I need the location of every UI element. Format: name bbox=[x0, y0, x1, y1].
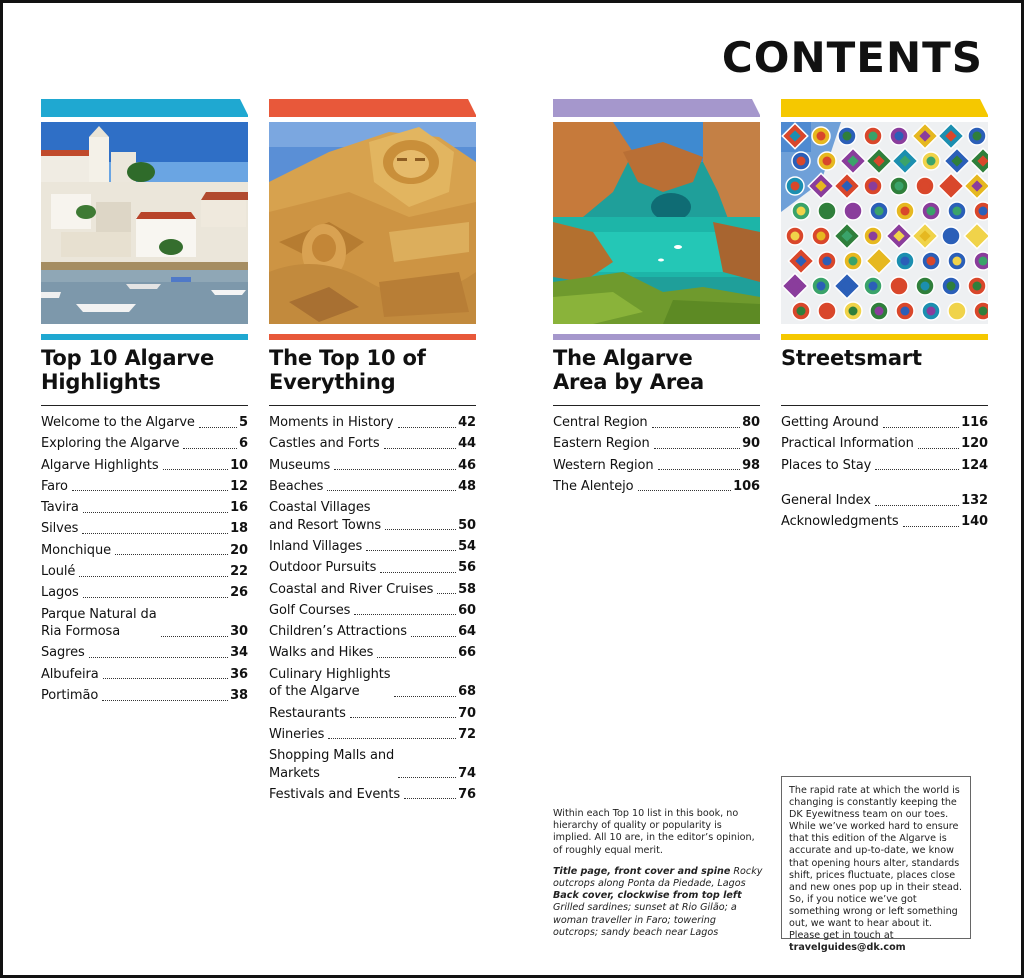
toc-list bbox=[269, 414, 476, 803]
toc-entry[interactable]: Portimão 38 bbox=[41, 688, 248, 704]
toc-entry[interactable]: Albufeira 36 bbox=[41, 666, 248, 682]
toc-entry[interactable]: Golf Courses 60 bbox=[269, 602, 476, 618]
toc-entry[interactable]: Algarve Highlights 10 bbox=[41, 457, 248, 473]
hierarchy-text: Within each Top 10 list in this book, no hierarchy of quality or popularity is implied. All 10 are, in the editor’s opinion, of roughly equal merit. bbox=[553, 808, 755, 856]
title-page-label: Title page, front cover and spine bbox=[553, 865, 731, 877]
toc-entry[interactable]: Welcome to the Algarve 5 bbox=[41, 415, 248, 430]
section-color-tab bbox=[553, 99, 760, 117]
feedback-email-link[interactable]: travelguides@dk.com bbox=[789, 942, 906, 954]
section-color-tab bbox=[41, 99, 248, 117]
section-heading: Streetsmart bbox=[781, 346, 922, 370]
toc-entry[interactable]: Lagos 26 bbox=[41, 585, 248, 601]
toc-entry[interactable]: Castles and Forts 44 bbox=[269, 436, 476, 452]
section-color-tab bbox=[269, 99, 476, 117]
toc-entry[interactable]: General Index 132 bbox=[781, 493, 988, 509]
toc-entry[interactable]: Festivals and Events 76 bbox=[269, 786, 476, 802]
toc-entry[interactable]: Coastal and River Cruises 58 bbox=[269, 581, 476, 597]
toc-entry[interactable]: Exploring the Algarve 6 bbox=[41, 436, 248, 452]
heading-divider bbox=[781, 405, 988, 406]
section-color-bar bbox=[41, 334, 248, 340]
cover-credits bbox=[553, 866, 763, 939]
section-heading: The Algarve Area by Area bbox=[553, 346, 704, 394]
feedback-text: The rapid rate at which the world is changing is constantly keeping the DK Eyewitness team on our toes. While we’ve worked hard to ensure that this edition of the Algarve is accurate and up-to-date, we know that opening hours alter, standards shift, prices fluctuate, places close and new ones pop up in their stead. So, if you notice we’ve got something wrong or left something out, we want to hear about it. Please get in touch at bbox=[789, 785, 963, 942]
title-page-text: Rocky outcrops along Ponta da Piedade, Lagos bbox=[553, 865, 763, 890]
toc-entry[interactable]: Faro 12 bbox=[41, 478, 248, 494]
section-color-tab bbox=[781, 99, 988, 117]
toc-entry[interactable]: Moments in History 42 bbox=[269, 415, 476, 430]
section-heading: Top 10 Algarve Highlights bbox=[41, 346, 214, 394]
rocky-coast-photo bbox=[553, 122, 760, 324]
toc-entry[interactable]: Western Region 98 bbox=[553, 457, 760, 473]
ceramic-plates-photo bbox=[781, 122, 988, 324]
harbour-town-photo bbox=[41, 122, 248, 324]
page-title: CONTENTS bbox=[721, 33, 983, 82]
hierarchy-note bbox=[553, 808, 763, 948]
toc-list bbox=[41, 414, 248, 705]
toc-entry[interactable]: Getting Around 116 bbox=[781, 415, 988, 430]
toc-entry[interactable]: Monchique 20 bbox=[41, 542, 248, 558]
toc-entry[interactable]: Restaurants 70 bbox=[269, 705, 476, 721]
toc-entry[interactable]: Inland Villages 54 bbox=[269, 538, 476, 554]
toc-entry[interactable]: Central Region 80 bbox=[553, 415, 760, 430]
heading-divider bbox=[41, 405, 248, 406]
back-cover-label: Back cover, clockwise from top left bbox=[553, 890, 742, 902]
toc-entry[interactable]: The Alentejo 106 bbox=[553, 478, 760, 494]
toc-entry[interactable]: Practical Information 120 bbox=[781, 436, 988, 452]
section-area-by-area bbox=[553, 99, 760, 499]
toc-list bbox=[781, 414, 988, 531]
toc-entry[interactable]: Loulé 22 bbox=[41, 564, 248, 580]
toc-entry[interactable]: Tavira 16 bbox=[41, 500, 248, 516]
toc-entry[interactable]: Eastern Region 90 bbox=[553, 436, 760, 452]
section-color-bar bbox=[553, 334, 760, 340]
toc-entry[interactable]: Sagres 34 bbox=[41, 645, 248, 661]
toc-list bbox=[553, 414, 760, 495]
toc-entry[interactable]: Parque Natural da Ria Formosa 30 bbox=[41, 606, 248, 640]
section-streetsmart bbox=[781, 99, 988, 535]
toc-entry[interactable]: Outdoor Pursuits 56 bbox=[269, 560, 476, 576]
toc-entry[interactable]: Wineries 72 bbox=[269, 726, 476, 742]
toc-entry[interactable]: Children’s Attractions 64 bbox=[269, 624, 476, 640]
section-top10-highlights bbox=[41, 99, 248, 708]
toc-entry[interactable]: Shopping Malls and Markets 74 bbox=[269, 748, 476, 781]
toc-entry[interactable]: Silves 18 bbox=[41, 521, 248, 537]
heading-divider bbox=[269, 405, 476, 406]
heading-divider bbox=[553, 405, 760, 406]
back-cover-text: Grilled sardines; sunset at Rio Gilão; a woman traveller in Faro; towering outcrops; sandy beach near Lagos bbox=[553, 902, 737, 938]
toc-entry[interactable]: Culinary Highlights of the Algarve 68 bbox=[269, 666, 476, 700]
section-color-bar bbox=[269, 334, 476, 340]
sand-sculpture-photo bbox=[269, 122, 476, 324]
feedback-box bbox=[781, 776, 971, 954]
toc-entry[interactable]: Places to Stay 124 bbox=[781, 457, 988, 473]
section-color-bar bbox=[781, 334, 988, 340]
section-heading: The Top 10 of Everything bbox=[269, 346, 426, 394]
toc-entry[interactable]: Coastal Villages and Resort Towns 50 bbox=[269, 500, 476, 533]
toc-entry[interactable]: Acknowledgments 140 bbox=[781, 514, 988, 530]
section-top10-everything bbox=[269, 99, 476, 807]
toc-entry[interactable]: Beaches 48 bbox=[269, 478, 476, 494]
toc-entry[interactable]: Museums 46 bbox=[269, 457, 476, 473]
toc-entry[interactable]: Walks and Hikes 66 bbox=[269, 645, 476, 661]
